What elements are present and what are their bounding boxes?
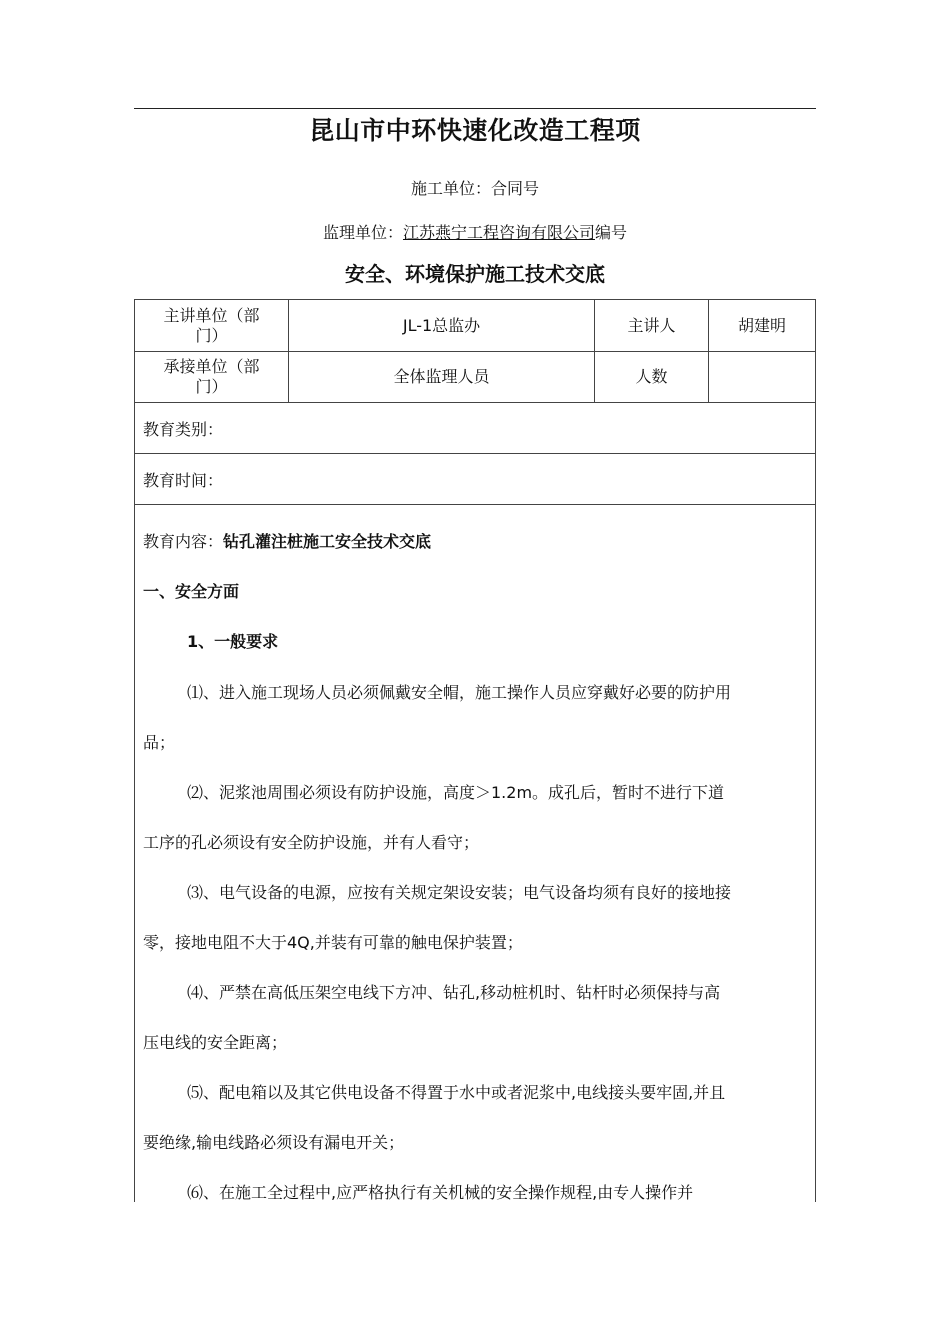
content-line: 品；	[143, 733, 176, 752]
content-line: 零，接地电阻不大于4Q,并装有可靠的触电保护装置；	[143, 933, 523, 952]
receiver-unit-value: 全体监理人员	[289, 352, 595, 402]
row-time	[135, 454, 815, 505]
content-line: ⑴、进入施工现场人员必须佩戴安全帽，施工操作人员应穿戴好必要的防护用	[187, 683, 732, 702]
content-intro-label: 教育内容：	[143, 532, 224, 551]
document-title: 昆山市中环快速化改造工程项	[309, 116, 641, 145]
education-time-label: 教育时间：	[143, 470, 224, 490]
supervision-unit-line	[0, 220, 950, 243]
construction-unit-line: 施工单位：合同号	[410, 179, 539, 198]
lecturer-unit-value: JL-1总监办	[289, 300, 595, 351]
content-line: ⑵、泥浆池周围必须设有防护设施，高度＞1.2m。成孔后，暂时不进行下道	[187, 783, 725, 802]
receiver-unit-label: 承接单位（部门）	[135, 352, 289, 402]
headcount-label: 人数	[595, 352, 709, 402]
row-lecturer	[135, 300, 815, 352]
content-intro-title: 钻孔灌注桩施工安全技术交底	[223, 532, 432, 551]
content-line: 要绝缘,输电线路必须设有漏电开关；	[143, 1133, 405, 1152]
briefing-form	[134, 299, 816, 1202]
headcount-value	[709, 352, 815, 402]
content-line: ⑸、配电箱以及其它供电设备不得置于水中或者泥浆中,电线接头要牢固,并且	[187, 1083, 726, 1102]
top-rule	[134, 108, 816, 109]
supervision-unit-suffix: 编号	[595, 223, 628, 242]
lecturer-value: 胡建明	[737, 315, 786, 335]
content-line: ⑷、严禁在高低压架空电线下方冲、钻孔,移动桩机时、钻杆时必须保持与高	[187, 983, 721, 1002]
supervision-unit-prefix: 监理单位：	[322, 223, 403, 242]
content-line: ⑶、电气设备的电源，应按有关规定架设安装；电气设备均须有良好的接地接	[187, 883, 732, 902]
document-subtitle: 安全、环境保护施工技术交底	[345, 262, 605, 286]
section-heading: 一、安全方面	[143, 582, 240, 601]
content-line: 工序的孔必须设有安全防护设施，并有人看守；	[143, 833, 480, 852]
subsection-heading: 1、一般要求	[187, 632, 279, 651]
lecturer-label: 主讲人	[595, 300, 709, 351]
education-category-label: 教育类别：	[143, 419, 224, 439]
lecturer-unit-label: 主讲单位（部门）	[135, 300, 289, 351]
content-intro	[143, 529, 807, 552]
supervision-unit-name: 江苏燕宁工程咨询有限公司	[402, 223, 595, 242]
content-line: 压电线的安全距离；	[143, 1033, 288, 1052]
row-receiver	[135, 352, 815, 403]
content-line: ⑹、在施工全过程中,应严格执行有关机械的安全操作规程,由专人操作并	[187, 1183, 694, 1202]
row-category	[135, 403, 815, 454]
